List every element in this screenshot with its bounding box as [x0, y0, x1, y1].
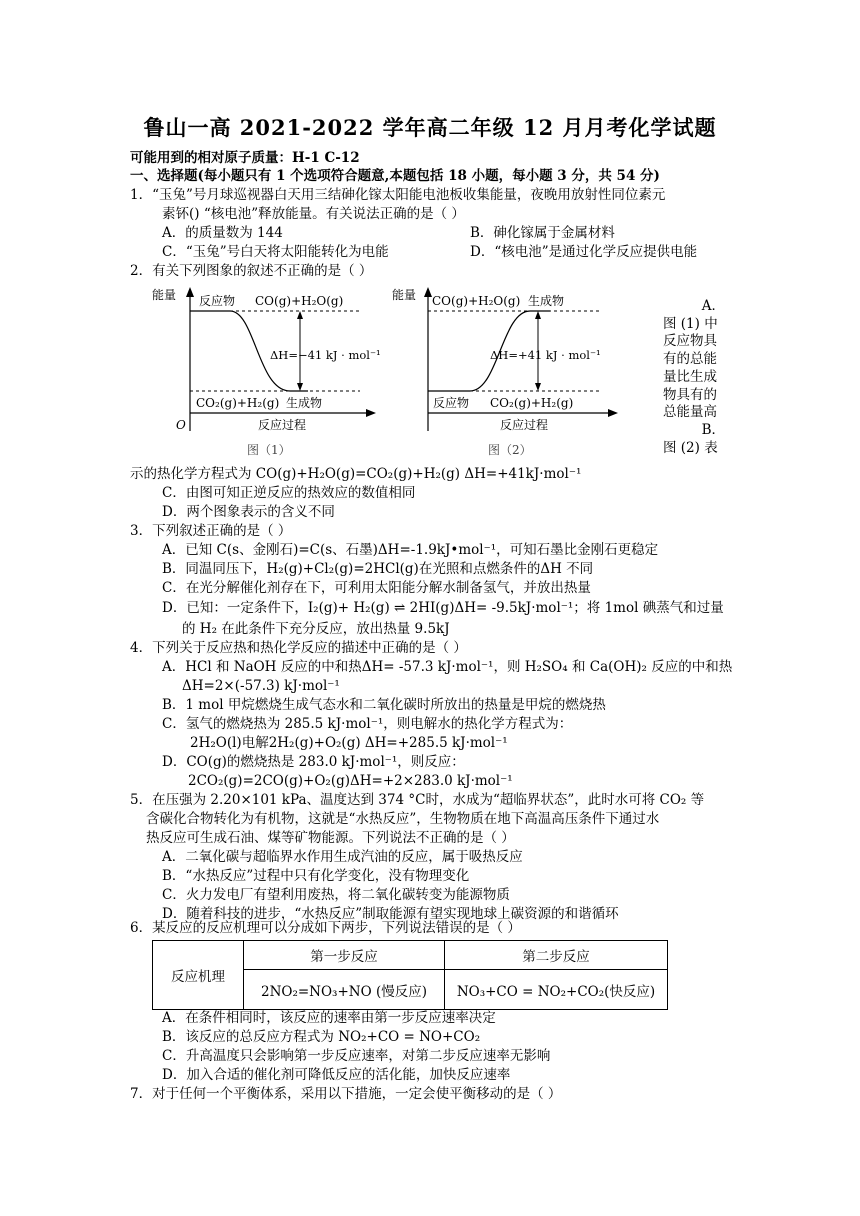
q6-option-a: A．在条件相同时，该反应的速率由第一步反应速率决定 — [162, 1010, 496, 1026]
fig1-caption: 图（1） — [247, 443, 291, 457]
figure-2 — [392, 287, 618, 457]
q1-option-d: D．“核电池”是通过化学反应提供电能 — [470, 244, 698, 260]
q3-stem: 3．下列叙述正确的是（ ） — [130, 523, 292, 539]
mechanism-table — [152, 940, 668, 1010]
q4-option-c-line2: 2H₂O(l)电解2H₂(g)+O₂(g) ΔH=+285.5 kJ·mol⁻¹ — [190, 735, 508, 751]
q5-option-b: B．“水热反应”过程中只有化学变化，没有物理变化 — [162, 868, 470, 884]
exam-title: 鲁山一高 2021-2022 学年高二年级 12 月月考化学试题 — [143, 115, 717, 140]
fig2-y-label: 能量 — [392, 288, 417, 302]
fig1-origin: O — [176, 418, 186, 432]
q4-stem: 4．下列关于反应热和热化学反应的描述中正确的是（ ） — [130, 640, 467, 656]
q2-b-line: B． — [701, 421, 725, 438]
q1-option-a: A．的质量数为 144 — [162, 225, 283, 241]
q1-option-c: C．“玉兔”号白天将太阳能转化为电能 — [162, 244, 389, 260]
q2-a-line: 量比生成 — [663, 368, 717, 385]
q2-a-line: 有的总能 — [663, 351, 717, 368]
q2-option-b-cont: 示的热化学方程式为 CO(g)+H₂O(g)=CO₂(g)+H₂(g) ΔH=+41kJ·mol⁻¹ — [130, 466, 582, 482]
q2-option-a-block — [663, 298, 733, 457]
fig1-dh-arrow-up — [297, 311, 303, 319]
q3-option-d-line1: D．已知：一定条件下，I₂(g)+ H₂(g) ⇌ 2HI(g)ΔH= -9.5kJ·mol⁻¹；将 1mol 碘蒸气和过量 — [162, 600, 724, 616]
fig2-top-formula: CO(g)+H₂O(g) — [432, 294, 521, 308]
q2-a-line: 反应物具 — [663, 333, 717, 350]
q2-option-c: C．由图可知正逆反应的热效应的数值相同 — [162, 485, 416, 501]
q5-option-c: C．火力发电厂有望利用废热，将二氧化碳转变为能源物质 — [162, 887, 510, 903]
q3-option-a: A．已知 C(s、金刚石)=C(s、石墨)ΔH=-1.9kJ•mol⁻¹，可知石墨比金刚石更稳定 — [162, 542, 659, 558]
fig2-caption: 图（2） — [488, 443, 532, 457]
fig1-product-formula: CO₂(g)+H₂(g) — [196, 396, 280, 410]
table-col-header-1: 第一步反应 — [244, 941, 445, 970]
q7-stem: 7．对于任何一个平衡体系，采用以下措施，一定会使平衡移动的是（ ） — [130, 1086, 562, 1102]
q4-option-c-line1: C．氢气的燃烧热为 285.5 kJ·mol⁻¹，则电解水的热化学方程式为： — [162, 716, 573, 732]
q2-a-line: 物具有的 — [663, 386, 717, 403]
q2-a-line: 图 (1) 中 — [663, 315, 718, 332]
fig2-dh-arrow-up — [535, 311, 541, 319]
q3-option-b: B．同温同压下，H₂(g)+Cl₂(g)=2HCl(g)在光照和点燃条件的ΔH 不同 — [162, 561, 594, 577]
q4-option-d-line1: D．CO(g)的燃烧热是 283.0 kJ·mol⁻¹，则反应： — [162, 754, 465, 770]
q6-option-d: D．加入合适的催化剂可降低反应的活化能，加快反应速率 — [162, 1067, 511, 1083]
table-row-header: 反应机理 — [153, 941, 244, 1010]
fig1-reactant-label: 反应物 — [199, 294, 236, 308]
fig1-x-label: 反应过程 — [258, 418, 307, 432]
figure-1 — [152, 287, 381, 457]
fig2-y-arrow — [424, 287, 432, 297]
q3-option-d-line2: 的 H₂ 在此条件下充分反应，放出热量 9.5kJ — [182, 621, 450, 637]
fig1-x-arrow — [366, 409, 376, 417]
q6-option-c: C．升高温度只会影响第一步反应速率，对第二步反应速率无影响 — [162, 1048, 551, 1064]
q4-option-a-line1: A．HCl 和 NaOH 反应的中和热ΔH= -57.3 kJ·mol⁻¹，则 H₂SO₄ 和 Ca(OH)₂ 反应的中和热 — [162, 659, 733, 675]
fig2-x-arrow — [608, 409, 618, 417]
q5-stem-line2: 含碳化合物转化为有机物，这就是“水热反应”，生物物质在地下高温高压条件下通过水 — [146, 811, 660, 827]
q4-option-b: B．1 mol 甲烷燃烧生成气态水和二氧化碳时所放出的热量是甲烷的燃烧热 — [162, 697, 606, 713]
fig1-y-arrow — [186, 287, 194, 297]
q3-option-c: C．在光分解催化剂存在下，可利用太阳能分解水制备氢气，并放出热量 — [162, 580, 591, 596]
q5-option-d: D．随着科技的进步，“水热反应”制取能源有望实现地球上碳资源的和谐循环 — [162, 906, 619, 922]
fig1-product-label: 生成物 — [286, 396, 323, 410]
q2-b-line: 图 (2) 表 — [663, 439, 718, 456]
q5-stem-line1: 5．在压强为 2.20×101 kPa、温度达到 374 °C时，水成为“超临界状态”，此时水可将 CO₂ 等 — [130, 792, 705, 808]
q6-option-b: B．该反应的总反应方程式为 NO₂+CO = NO+CO₂ — [162, 1029, 481, 1045]
q4-option-a-line2: ΔH=2×(-57.3) kJ·mol⁻¹ — [182, 678, 340, 694]
table-cell-step2: NO₃+CO = NO₂+CO₂(快反应) — [445, 970, 668, 1010]
q1-stem-line2: 素钚() “核电池”释放能量。有关说法正确的是（ ） — [162, 206, 465, 222]
atomic-mass-line: 可能用到的相对原子质量：H-1 C-12 — [130, 150, 360, 166]
q6-stem: 6．某反应的反应机理可以分成如下两步，下列说法错误的是（ ） — [130, 920, 521, 936]
section-heading: 一、选择题(每小题只有 1 个选项符合题意,本题包括 18 小题，每小题 3 分，共 54 分) — [130, 168, 660, 184]
q2-option-d: D．两个图象表示的含义不同 — [162, 504, 335, 520]
fig1-reactant-formula: CO(g)+H₂O(g) — [255, 294, 344, 308]
fig1-dh-arrow-down — [297, 383, 303, 391]
table-col-header-2: 第二步反应 — [445, 941, 668, 970]
fig2-product-label: 生成物 — [528, 294, 565, 308]
table-row — [153, 941, 668, 970]
fig1-y-label: 能量 — [152, 288, 177, 302]
energy-diagrams — [150, 283, 650, 463]
table-cell-step1: 2NO₂=NO₃+NO (慢反应) — [244, 970, 445, 1010]
fig2-dh: ΔH=+41 kJ · mol⁻¹ — [490, 348, 601, 362]
fig1-dh: ΔH=−41 kJ · mol⁻¹ — [270, 348, 381, 362]
q5-option-a: A．二氧化碳与超临界水作用生成汽油的反应，属于吸热反应 — [162, 849, 523, 865]
q1-stem-line1: 1．“玉兔”号月球巡视器白天用三结砷化镓太阳能电池板收集能量，夜晚用放射性同位素元 — [130, 187, 666, 203]
q5-stem-line3: 热反应可生成石油、煤等矿物能源。下列说法不正确的是（ ） — [146, 830, 515, 846]
q2-a-line: A． — [701, 298, 725, 314]
fig2-dh-arrow-down — [535, 383, 541, 391]
q2-a-line: 总能量高 — [663, 404, 717, 421]
fig2-bottom-formula: CO₂(g)+H₂(g) — [490, 396, 574, 410]
q1-option-b: B．砷化镓属于金属材料 — [470, 225, 615, 241]
q2-stem: 2．有关下列图象的叙述不正确的是（ ） — [130, 263, 373, 279]
fig2-x-label: 反应过程 — [500, 418, 549, 432]
q4-option-d-line2: 2CO₂(g)=2CO(g)+O₂(g)ΔH=+2×283.0 kJ·mol⁻¹ — [188, 773, 513, 789]
fig2-reactant-label: 反应物 — [433, 396, 470, 410]
